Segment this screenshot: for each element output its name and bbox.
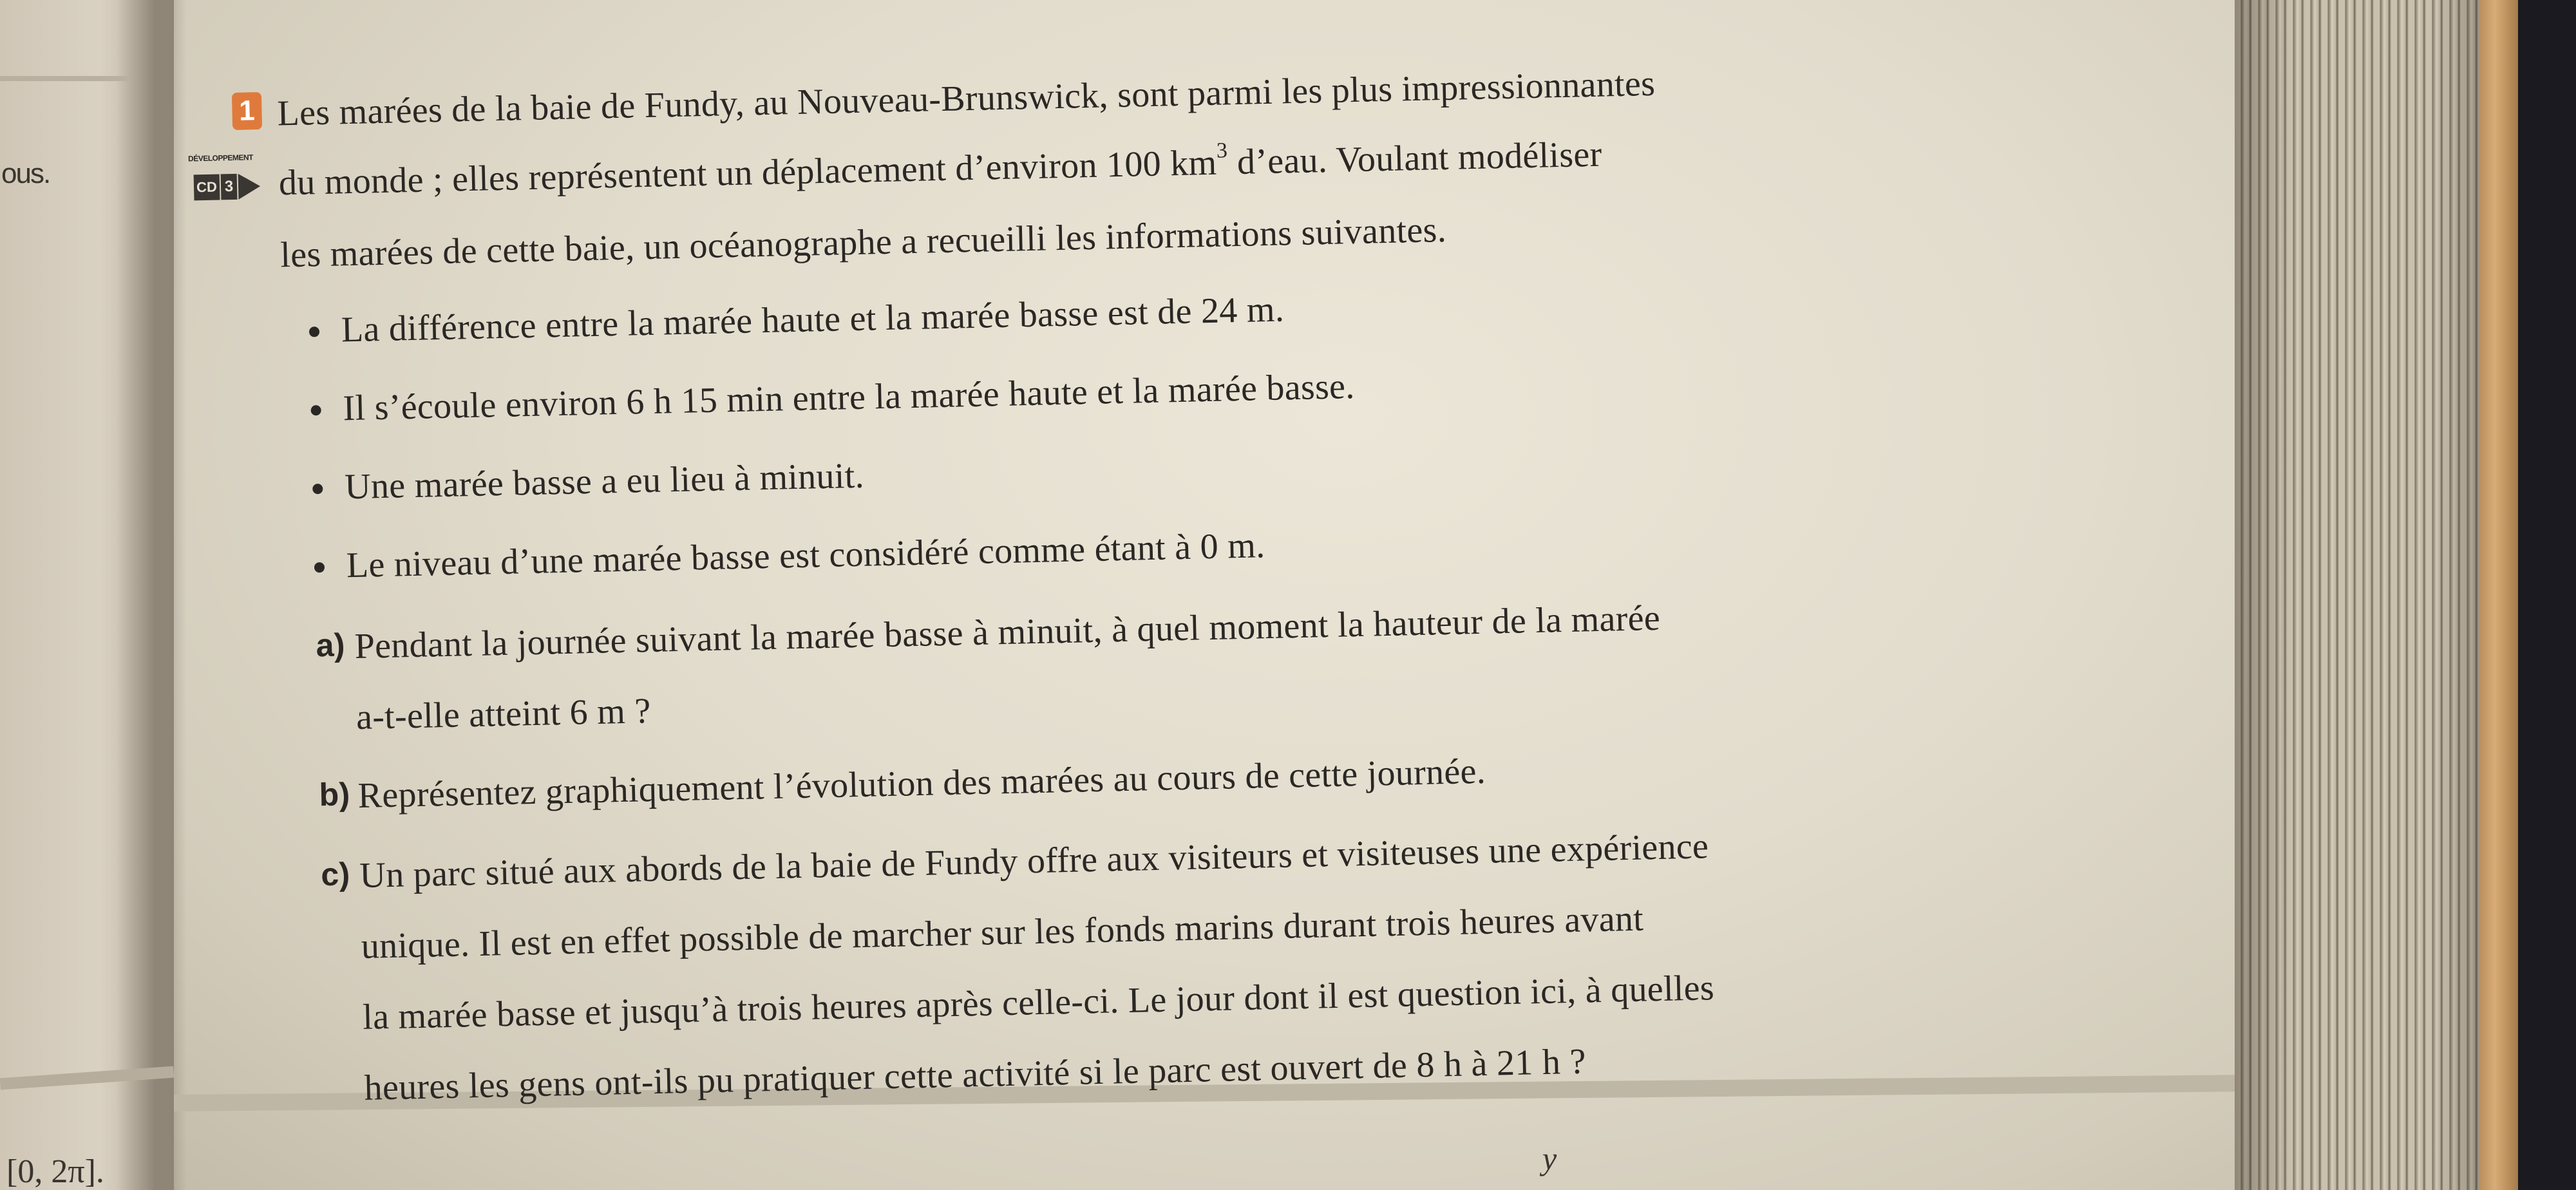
exercise-number-badge: 1 — [232, 92, 262, 130]
bullet-item-3: Une marée basse a eu lieu à minuit. — [344, 455, 865, 507]
left-page-rule — [0, 76, 129, 81]
question-a-label: a) — [316, 627, 346, 664]
intro-line-2-text: du monde ; elles représentent un déplacement d’environ 100 km — [278, 142, 1218, 203]
book-gutter — [116, 0, 187, 1190]
question-c-label: c) — [320, 856, 351, 893]
cd-number: 3 — [220, 174, 237, 200]
bullet-item-4: Le niveau d’une marée basse est considéré comme étant à 0 m. — [346, 525, 1266, 586]
question-b-label: b) — [319, 776, 351, 813]
bullet-item-1: La différence entre la marée haute et la marée basse est de 24 m. — [341, 289, 1285, 350]
question-c-line-4: heures les gens ont-ils pu pratiquer cette activité si le parc est ouvert de 8 h à 21 h ? — [363, 1041, 1587, 1108]
page-stack-shade — [2235, 0, 2518, 1190]
question-c-line-3: la marée basse et jusqu’à trois heures après celle-ci. Le jour dont il est question ici, à quelles — [362, 968, 1715, 1037]
left-margin-text: ous. — [1, 158, 50, 189]
question-c-line-1: Un parc situé aux abords de la baie de Fundy offre aux visiteurs et visiteuses une expérience — [359, 826, 1709, 896]
question-b-line-1: Représentez graphiquement l’évolution des marées au cours de cette journée. — [357, 751, 1486, 816]
axis-y-label: y — [1542, 1140, 1557, 1176]
book-cover-edge — [2479, 0, 2518, 1190]
cd-label: CD — [194, 174, 220, 200]
intro-line-1: Les marées de la baie de Fundy, au Nouveau-Brunswick, sont parmi les plus impressionnantes — [276, 63, 1656, 134]
cubic-exponent: 3 — [1216, 138, 1228, 164]
cd-tag — [194, 172, 261, 202]
intro-line-2-tail: d’eau. Voulant modéliser — [1227, 134, 1603, 183]
intro-line-3: les marées de cette baie, un océanographe a recueilli les informations suivantes. — [279, 209, 1447, 276]
question-a-line-1: Pendant la journée suivant la marée basse à minuit, à quel moment la hauteur de la marée — [354, 598, 1661, 667]
development-tag: DÉVELOPPEMENT — [187, 153, 254, 164]
question-a-line-2: a-t-elle atteint 6 m ? — [355, 691, 652, 738]
dark-backdrop — [2518, 0, 2576, 1190]
play-arrow-icon — [238, 173, 261, 200]
left-margin-formula: [0, 2π]. — [6, 1153, 104, 1190]
bullet-item-2: Il s’écoule environ 6 h 15 min entre la marée haute et la marée basse. — [342, 366, 1356, 429]
question-c-line-2: unique. Il est en effet possible de marcher sur les fonds marins durant trois heures avant — [361, 898, 1644, 967]
